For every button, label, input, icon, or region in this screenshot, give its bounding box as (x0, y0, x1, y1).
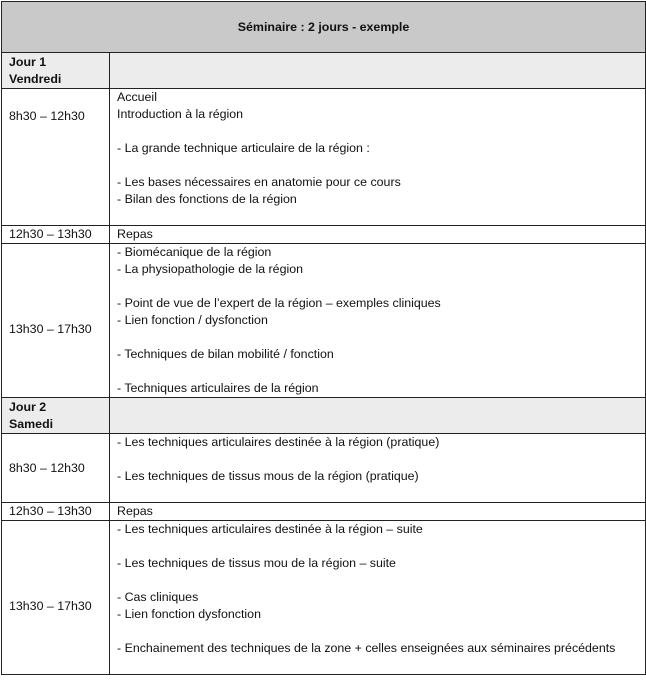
time-slot: 12h30 – 13h30 (9, 227, 92, 241)
time-slot-cell (2, 521, 110, 675)
activity-line: - Cas cliniques (117, 590, 199, 604)
blank-line (117, 538, 638, 555)
day-label: Jour 1 (9, 55, 47, 69)
day-header-row (2, 398, 646, 434)
schedule-row (2, 226, 646, 244)
schedule-row (2, 521, 646, 675)
blank-line (117, 451, 638, 468)
activity-cell (110, 226, 646, 244)
day-name: Samedi (9, 417, 54, 431)
time-slot: 8h30 – 12h30 (9, 109, 85, 123)
blank-line (117, 657, 638, 674)
blank-line (117, 123, 638, 140)
time-slot: 13h30 – 17h30 (9, 598, 92, 613)
activity-line: - Les techniques de tissus mous de la région (pratique) (117, 469, 419, 483)
activity-line: Introduction à la région (117, 107, 244, 121)
activity-line: - Biomécanique de la région (117, 245, 272, 259)
schedule-row (2, 434, 646, 503)
activity-cell (110, 244, 646, 398)
time-slot-cell (2, 226, 110, 244)
schedule-row (2, 89, 646, 226)
blank-line (117, 329, 638, 346)
time-slot-cell (2, 503, 110, 521)
activity-line: Repas (117, 227, 153, 241)
activity-line: - Lien fonction dysfonction (117, 607, 261, 621)
time-slot-cell (2, 244, 110, 398)
activity-line: Accueil (117, 90, 157, 104)
day-header-empty-cell (110, 53, 646, 89)
day-header-empty-cell (110, 398, 646, 434)
activity-line: - Point de vue de l’expert de la région – exemples cliniques (117, 296, 441, 310)
seminar-schedule-table (1, 1, 646, 675)
activity-line: - Les bases nécessaires en anatomie pour ce cours (117, 175, 401, 189)
activity-line: - Bilan des fonctions de la région (117, 192, 297, 206)
time-slot: 12h30 – 13h30 (9, 504, 92, 518)
time-slot-cell (2, 89, 110, 226)
blank-line (117, 485, 638, 502)
activity-line: - Enchainement des techniques de la zone + celles enseignées aux séminaires précédents (117, 641, 616, 655)
day-header-cell (2, 398, 110, 434)
blank-line (117, 208, 638, 225)
activity-line: - La physiopathologie de la région (117, 262, 303, 276)
blank-line (117, 278, 638, 295)
title-row (2, 2, 646, 53)
activity-cell (110, 503, 646, 521)
activity-line: Repas (117, 504, 153, 518)
day-header-cell (2, 53, 110, 89)
blank-line (117, 363, 638, 380)
schedule-row (2, 503, 646, 521)
schedule-row (2, 244, 646, 398)
activity-cell (110, 89, 646, 226)
activity-line: - Les techniques articulaires destinée à la région (pratique) (117, 435, 440, 449)
day-label: Jour 2 (9, 400, 47, 414)
day-header-row (2, 53, 646, 89)
table-title: Séminaire : 2 jours - exemple (2, 2, 646, 53)
time-slot: 13h30 – 17h30 (9, 321, 92, 336)
blank-line (117, 157, 638, 174)
blank-line (117, 572, 638, 589)
day-name: Vendredi (9, 72, 62, 86)
activity-line: - Techniques de bilan mobilité / fonction (117, 347, 334, 361)
time-slot-cell (2, 434, 110, 503)
activity-cell (110, 434, 646, 503)
activity-line: - Les techniques articulaires destinée à la région – suite (117, 522, 423, 536)
time-slot: 8h30 – 12h30 (9, 460, 85, 475)
activity-line: - La grande technique articulaire de la région : (117, 141, 370, 155)
blank-line (117, 623, 638, 640)
activity-cell (110, 521, 646, 675)
activity-line: - Lien fonction / dysfonction (117, 313, 268, 327)
activity-line: - Techniques articulaires de la région (117, 381, 319, 395)
activity-line: - Les techniques de tissus mou de la région – suite (117, 556, 396, 570)
